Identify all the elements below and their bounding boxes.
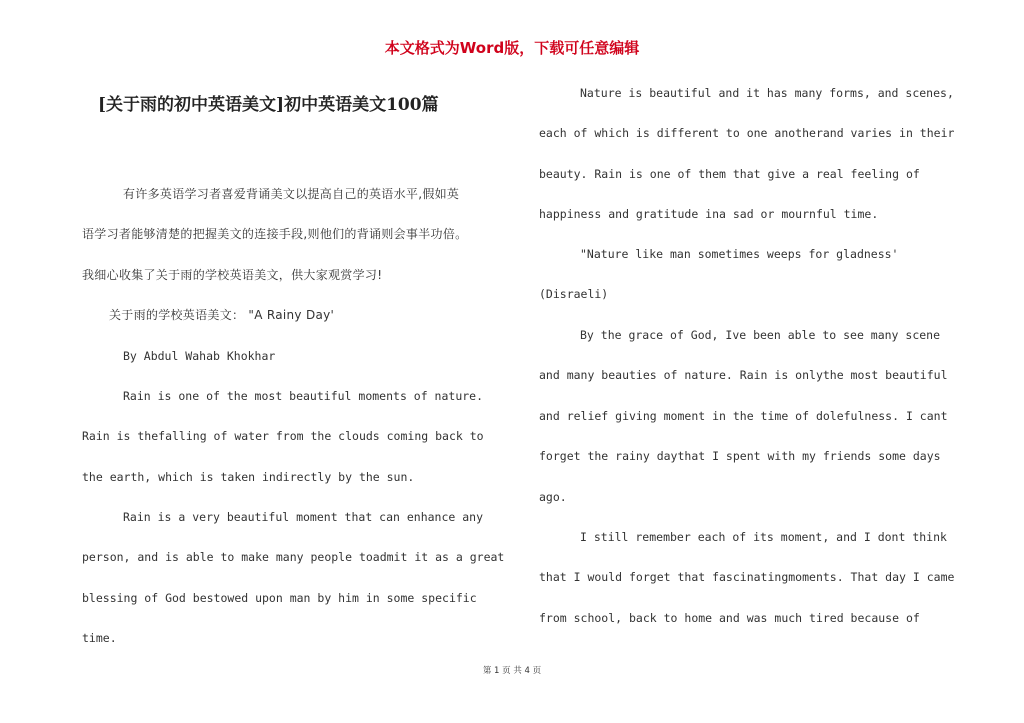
page-number-footer: 第 1 页 共 4 页 [482, 666, 542, 676]
right-paragraph-4 [539, 517, 959, 638]
text-line: By the grace of God, Ive been able to see many scene [580, 328, 941, 342]
text-line: Nature is beautiful and it has many forms, and scenes, [580, 86, 954, 100]
text-line: each of which is different to one anotherand varies in their [539, 126, 955, 141]
text-line: Rain is thefalling of water from the clouds coming back to [82, 429, 484, 444]
document-title: [关于雨的初中英语美文]初中英语美文100篇 [98, 95, 439, 115]
text-line: 语学习者能够清楚的把握美文的连接手段,则他们的背诵则会事半功倍。 [82, 227, 468, 242]
right-paragraph-1 [539, 73, 959, 235]
text-line: and many beauties of nature. Rain is onlythe most beautiful [539, 368, 948, 383]
text-line: By Abdul Wahab Khokhar [123, 349, 276, 363]
text-line: I still remember each of its moment, and I dont think [580, 530, 947, 544]
text-line: beauty. Rain is one of them that give a real feeling of [539, 166, 920, 181]
author-line [82, 336, 514, 376]
left-paragraph-2 [82, 497, 514, 659]
word-format-banner: 本文格式为Word版，下载可任意编辑 [384, 39, 640, 57]
text-line: ago. [539, 489, 567, 504]
text-line: "Nature like man sometimes weeps for gladness' [580, 247, 899, 261]
right-paragraph-3 [539, 315, 959, 517]
left-paragraph-1 [82, 376, 514, 497]
text-line: happiness and gratitude ina sad or mournful time. [539, 207, 879, 222]
intro-paragraph [82, 174, 514, 295]
essay-heading [82, 295, 514, 335]
text-line: (Disraeli) [539, 287, 609, 302]
text-line: from school, back to home and was much tired because of [539, 610, 920, 625]
text-line: person, and is able to make many people toadmit it as a great [82, 550, 505, 565]
text-line: Rain is a very beautiful moment that can enhance any [123, 510, 484, 524]
text-line: 有许多英语学习者喜爱背诵美文以提高自己的英语水平,假如英 [123, 187, 460, 201]
text-line: time. [82, 631, 117, 646]
text-line: the earth, which is taken indirectly by the sun. [82, 469, 415, 484]
text-line: that I would forget that fascinatingmoments. That day I came [539, 570, 955, 585]
text-line: forget the rainy daythat I spent with my friends some days [539, 449, 941, 464]
text-line: 我细心收集了关于雨的学校英语美文，供大家观赏学习! [82, 267, 383, 282]
text-line: and relief giving moment in the time of dolefulness. I cant [539, 408, 948, 423]
right-quote [539, 234, 959, 315]
text-line: Rain is one of the most beautiful moments of nature. [123, 389, 484, 403]
text-line: 关于雨的学校英语美文： "A Rainy Day' [109, 308, 335, 322]
text-line: blessing of God bestowed upon man by him in some specific [82, 590, 477, 605]
